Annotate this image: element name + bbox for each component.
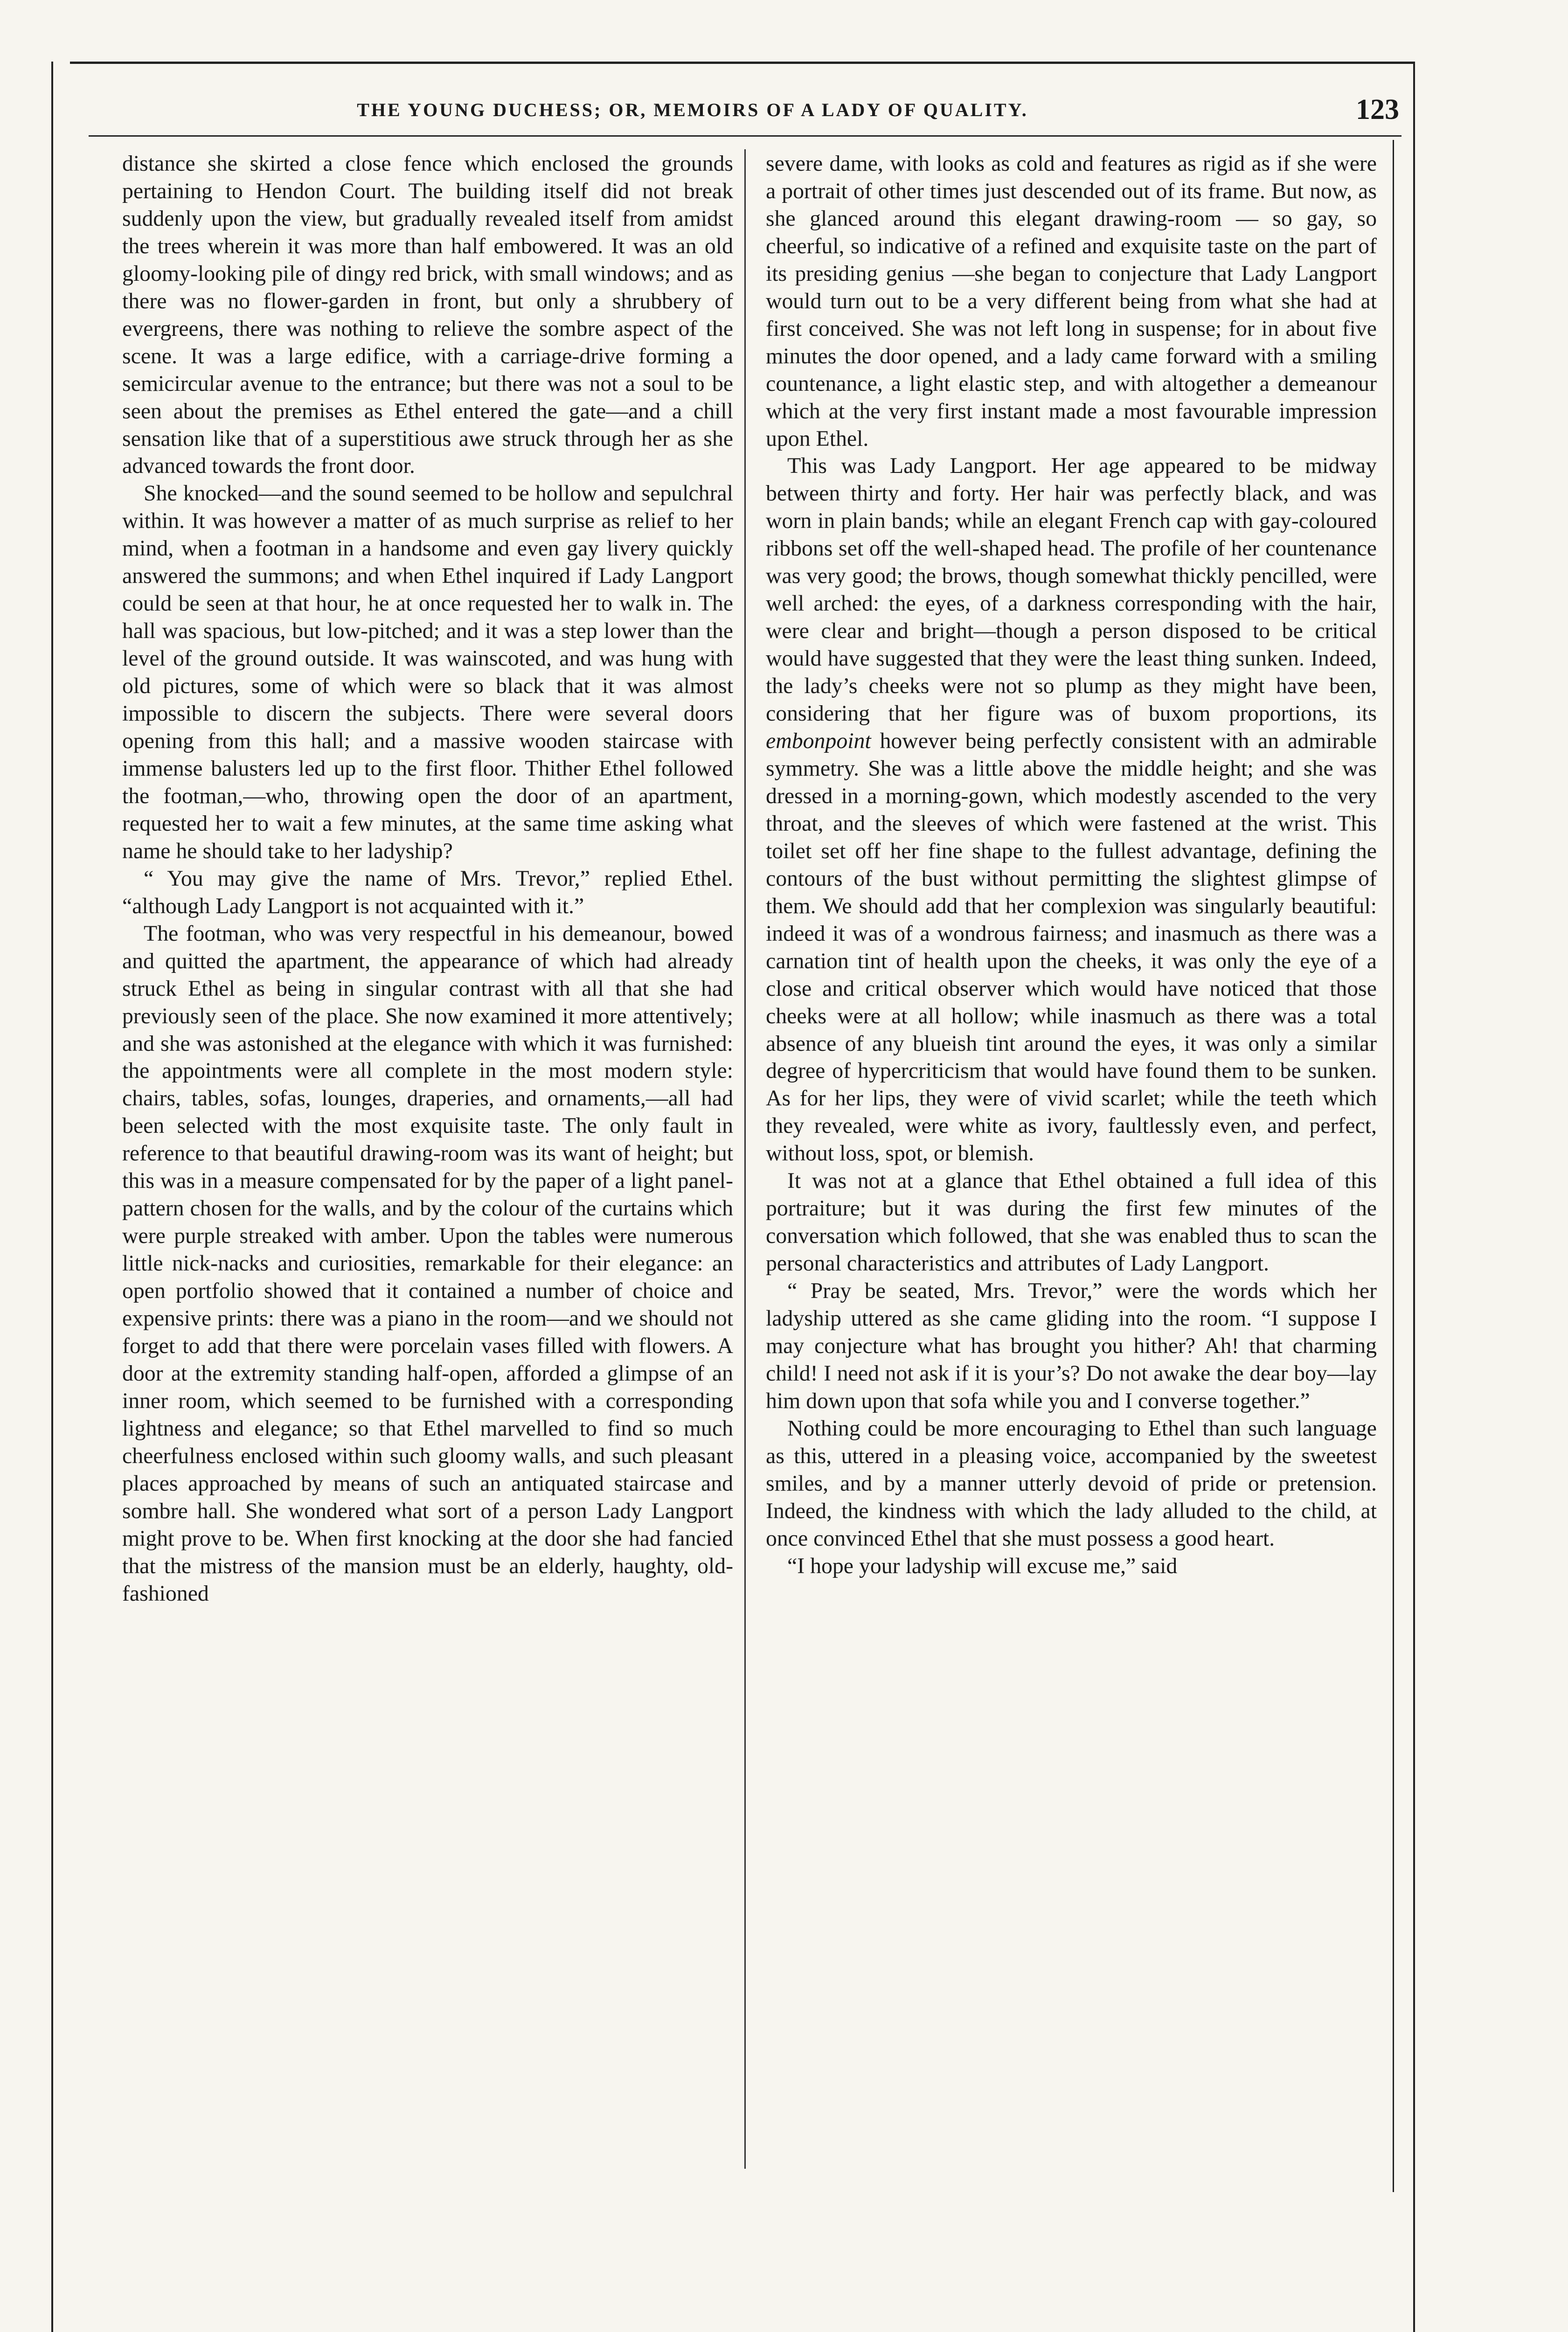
page-number: 123 (1356, 94, 1399, 125)
running-header (89, 93, 1399, 131)
right-border (1413, 62, 1415, 2332)
right-column (766, 150, 1377, 2170)
paragraph: It was not at a glance that Ethel obtained a full idea of this portraiture; but it was during the first few minutes of the conversation which followed, that she was enabled thus to scan the personal characteristics and attributes of Lady Langport. (766, 1168, 1377, 1276)
paragraph: Nothing could be more encouraging to Ethel than such language as this, uttered in a pleasing voice, accompanied by the sweetest smiles, and by a manner utterly devoid of pride or pretension. Indeed, the kindness with which the lady alluded to the child, at once convinced Ethel that she must possess a good heart. (766, 1416, 1377, 1551)
paragraph: “I hope your ladyship will excuse me,” said (787, 1553, 1178, 1578)
top-rule (70, 62, 1413, 64)
column-divider (744, 149, 746, 2169)
paragraph: distance she skirted a close fence which enclosed the grounds pertaining to Hendon Court. The building itself did not break suddenly upon the view, but gradually revealed itself from amidst the trees wherein it was more than half embowered. It was an old gloomy-looking pile of dingy red brick, with small windows; and as there was no flower-garden in front, but only a shrubbery of evergreens, there was nothing to relieve the sombre aspect of the scene. It was a large edifice, with a carriage-drive forming a semicircular avenue to the entrance; but there was not a soul to be seen about the premises as Ethel entered the gate—and a chill sensation like that of a superstitious awe struck through her as she advanced towards the front door. (122, 151, 733, 479)
italic-word: embonpoint (766, 729, 871, 754)
header-underline (89, 135, 1401, 137)
paragraph: The footman, who was very respectful in his demeanour, bowed and quitted the apartment, the appearance of which had already struck Ethel as being in singular contrast with all that she had previously seen of the place. She now examined it more attentively; and she was astonished at the elegance with which it was furnished: the appointments were all complete in the most modern style: chairs, tables, sofas, lounges, draperies, and ornaments,—all had been selected with the most exquisite taste. The only fault in reference to that beautiful drawing-room was its want of height; but this was in a measure compensated for by the paper of a light panel-pattern chosen for the walls, and by the colour of the curtains which were purple streaked with amber. Upon the tables were numerous little nick-nacks and curiosities, remarkable for their elegance: an open portfolio showed that it contained a number of choice and expensive prints: there was a piano in the room—and we should not forget to add that there were porcelain vases filled with flowers. A door at the extremity standing half-open, afforded a glimpse of an inner room, which seemed to be furnished with a corresponding lightness and elegance; so that Ethel marvelled to find so much cheerfulness enclosed within such gloomy walls, and such pleasant places approached by means of such an antiquated staircase and sombre hall. She wondered what sort of a person Lady Langport might prove to be. When first knocking at the door she had fancied that the mistress of the mansion must be an elderly, haughty, old-fashioned (122, 921, 733, 1606)
paragraph: “ You may give the name of Mrs. Trevor,” replied Ethel. “although Lady Langport is not acquainted with it.” (122, 866, 733, 918)
paragraph: “ Pray be seated, Mrs. Trevor,” were the words which her ladyship uttered as she came gliding into the room. “I suppose I may conjecture what has brought you hither? Ah! that charming child! I need not ask if it is your’s? Do not awake the dear boy—lay him down upon that sofa while you and I converse together.” (766, 1278, 1377, 1413)
left-column (122, 150, 733, 2170)
paragraph: She knocked—and the sound seemed to be hollow and sepulchral within. It was however a matter of as much surprise as relief to her mind, when a footman in a handsome and even gay livery quickly answered the summons; and when Ethel inquired if Lady Langport could be seen at that hour, he at once requested her to walk in. The hall was spacious, but low-pitched; and it was a step lower than the level of the ground outside. It was wainscoted, and was hung with old pictures, some of which were so black that it was almost impossible to discern the subjects. There were several doors opening from this hall; and a massive wooden staircase with immense balusters led up to the first floor. Thither Ethel followed the footman,—who, throwing open the door of an apartment, requested her to wait a few minutes, at the same time asking what name he should take to her ladyship? (122, 481, 733, 863)
running-title: THE YOUNG DUCHESS; OR, MEMOIRS OF A LADY OF QUALITY. (357, 99, 1028, 120)
paragraph: severe dame, with looks as cold and features as rigid as if she were a portrait of other times just descended out of its frame. But now, as she glanced around this elegant drawing-room — so gay, so cheerful, so indicative of a refined and exquisite taste on the part of its presiding genius —she began to conjecture that Lady Langport would turn out to be a very different being from what she had at first conceived. She was not left long in suspense; for in about five minutes the door opened, and a lady came forward with a smiling countenance, a light elastic step, and with altogether a demeanour which at the very first instant made a most favourable impression upon Ethel. (766, 151, 1377, 451)
inner-right-rule (1393, 140, 1394, 2192)
left-border (51, 62, 53, 2332)
paragraph: This was Lady Langport. Her age appeared to be midway between thirty and forty. Her hair was perfectly black, and was worn in plain bands; while an elegant French cap with gay-coloured ribbons set off the well-shaped head. The profile of her countenance was very good; the brows, though somewhat thickly pencilled, were well arched: the eyes, of a darkness corresponding with the hair, were clear and bright—though a person disposed to be critical would have suggested that they were the least thing sunken. Indeed, the lady’s cheeks were not so plump as they might have been, considering that her figure was of buxom proportions, its embonpoint however being perfectly consistent with an admirable symmetry. She was a little above the middle height; and she was dressed in a morning-gown, which modestly ascended to the very throat, and the sleeves of which were fastened at the wrist. This toilet set off her fine shape to the fullest advantage, defining the contours of the bust without permitting the slightest glimpse of them. We should add that her complexion was singularly beautiful: indeed it was of a wondrous fairness; and inasmuch as there was a carnation tint of health upon the cheeks, it was only the eye of a close and critical observer which would have noticed that those cheeks were at all hollow; while inasmuch as there was a total absence of any blueish tint around the eyes, it was only a similar degree of hypercriticism that would have found them to be sunken. As for her lips, they were of vivid scarlet; while the teeth which they revealed, were white as ivory, faultlessly even, and perfect, without loss, spot, or blemish. (766, 453, 1377, 1166)
